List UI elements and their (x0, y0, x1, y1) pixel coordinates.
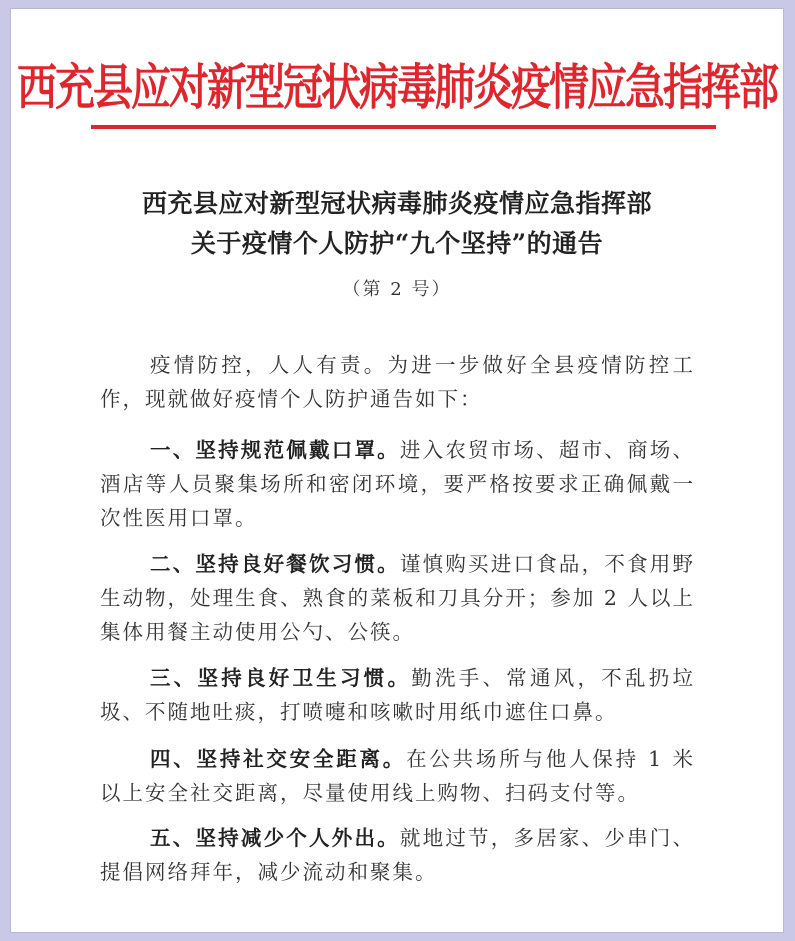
item-paragraph-5 (100, 821, 695, 889)
item-text-3: 勤洗手、常通风，不乱扔垃圾、不随地吐痰，打喷嚏和咳嗽时用纸巾遮住口鼻。 (100, 666, 695, 724)
item-text-2: 谨慎购买进口食品，不食用野生动物，处理生食、熟食的菜板和刀具分开；参加 2 人以上集体用餐主动使用公勺、公筷。 (100, 552, 695, 644)
item-lead-3: 三、坚持良好卫生习惯。 (150, 666, 412, 690)
document-page (11, 9, 783, 932)
item-lead-4: 四、坚持社交安全距离。 (150, 747, 407, 771)
notice-number: （第 2 号） (342, 279, 452, 300)
letterhead-red-rule (91, 125, 716, 129)
item-lead-2: 二、坚持良好餐饮习惯。 (150, 552, 400, 576)
item-paragraph-4 (100, 742, 695, 810)
notice-title-line1: 西充县应对新型冠状病毒肺炎疫情应急指挥部 (141, 189, 652, 218)
item-text-4: 在公共场所与他人保持 1 米以上安全社交距离，尽量使用线上购物、扫码支付等。 (100, 747, 696, 805)
item-lead-1: 一、坚持规范佩戴口罩。 (150, 438, 400, 462)
item-paragraph-2 (100, 547, 695, 649)
item-lead-5: 五、坚持减少个人外出。 (150, 826, 400, 850)
item-text-5: 就地过节，多居家、少串门、提倡网络拜年，减少流动和聚集。 (100, 826, 695, 884)
letterhead-agency-name: 西充县应对新型冠状病毒肺炎疫情应急指挥部 (17, 58, 777, 117)
intro-paragraph: 疫情防控，人人有责。为进一步做好全县疫情防控工作，现就做好疫情个人防护通告如下： (100, 353, 695, 411)
notice-title-line2: 关于疫情个人防护“九个坚持”的通告 (190, 229, 604, 258)
item-paragraph-1 (100, 433, 695, 535)
item-paragraph-3 (100, 661, 695, 729)
item-text-1: 进入农贸市场、超市、商场、酒店等人员聚集场所和密闭环境，要严格按要求正确佩戴一次性医用口罩。 (100, 438, 695, 530)
